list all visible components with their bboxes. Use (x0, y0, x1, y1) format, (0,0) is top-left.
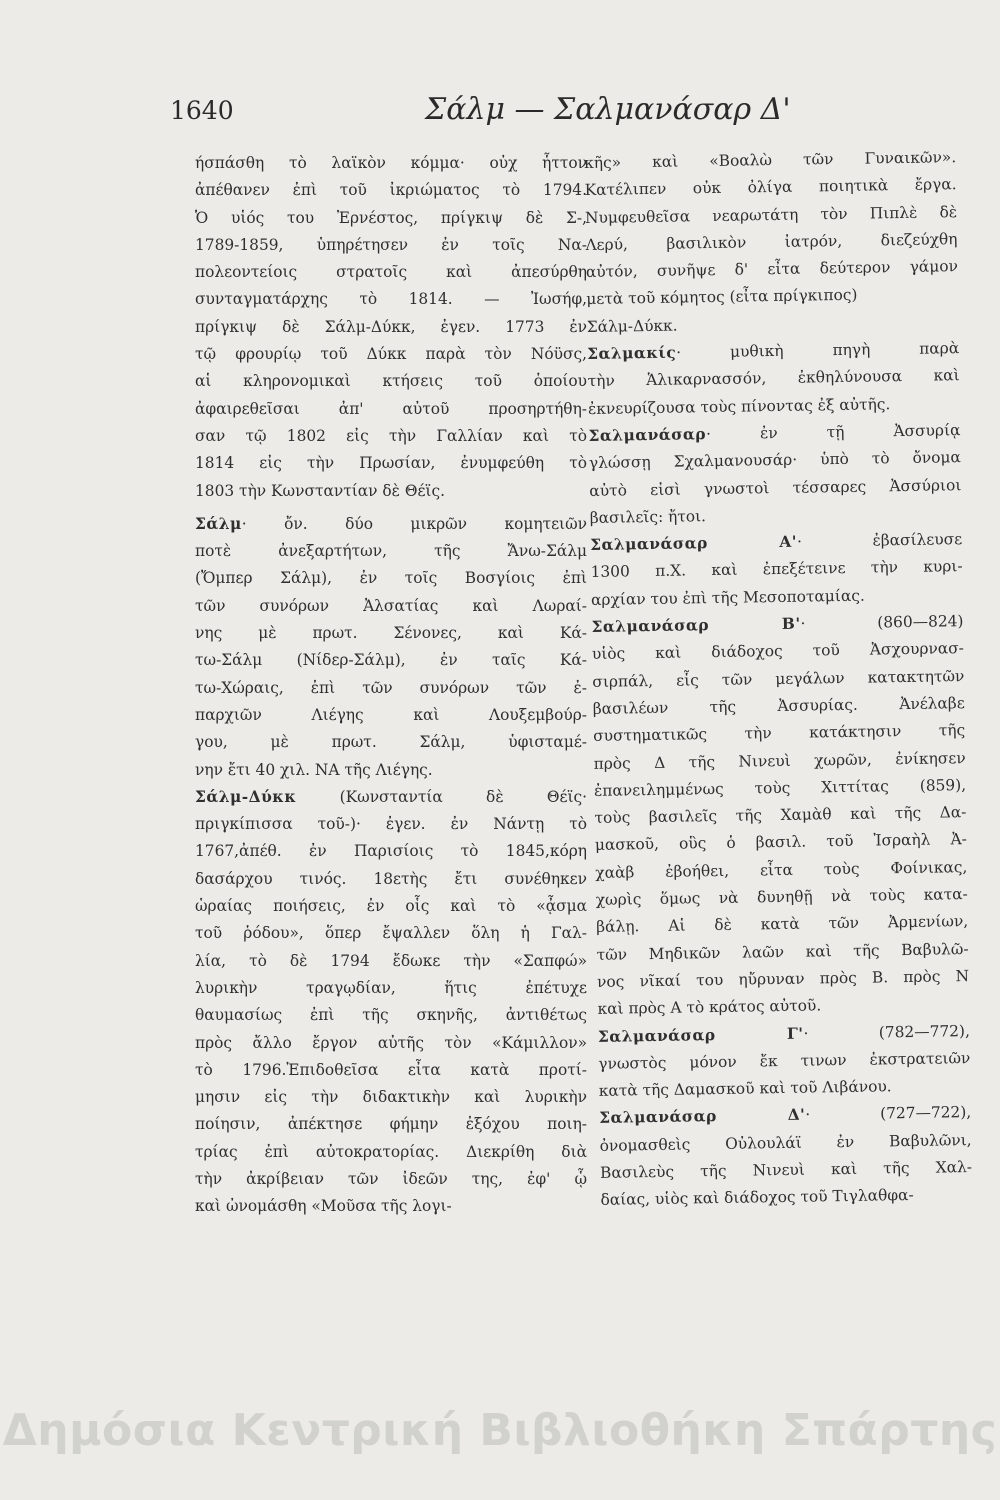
text-line: βάλῃ. Αἱ δὲ κατὰ τῶν Ἀρμενίων, (596, 912, 969, 937)
text-line: συστηματικῶς τὴν κατάκτησιν τῆς (593, 721, 966, 746)
text-line: νος νῖκαί του ηὔρυναν πρὸς Β. πρὸς Ν (596, 966, 970, 991)
text-line: χωρὶς ὅμως νὰ δυνηθῇ νὰ τοὺς κατα- (595, 885, 968, 909)
text-line: ἐκνευρίζουσα τοὺς πίνοντας ἐξ αὐτῆς. (587, 394, 891, 418)
text-line: τω-Σάλμ (Νίδερ-Σάλμ), ἐν ταῖς Κά- (195, 651, 587, 670)
text-line: σιρπάλ, εἷς τῶν μεγάλων κατακτητῶν (592, 666, 965, 691)
text-line: Νυμφευθεῖσα νεαρωτάτη τὸν Πιπλὲ δὲ (584, 202, 958, 227)
entry-headword: Σαλμανάσαρ Α' (590, 532, 798, 555)
text-line: ἐπανειλημμένως τοὺς Χιττίτας (859), (593, 775, 967, 800)
text-line: καὶ πρὸς Α τὸ κράτος αὐτοῦ. (597, 996, 822, 1019)
text-line: τὴν ἀκρίβειαν τῶν ἰδεῶν της, ἐφ' ᾧ (195, 1169, 587, 1188)
text-line: 1789-1859, ὑπηρέτησεν ἐν τοῖς Να- (195, 235, 587, 254)
text-line: συνταγματάρχης τὸ 1814. — Ἰωσήφ, (195, 290, 587, 309)
text-line: γλώσσῃ Σχαλμανουσάρ· ὑπὸ τὸ ὄνομα (588, 448, 962, 473)
text-line: τοῦ ῥόδου», ὅπερ ἔψαλλεν ὅλη ἡ Γαλ- (195, 924, 587, 943)
text-line: τὸ 1796.Ἐπιδοθεῖσα εἶτα κατὰ προτί- (195, 1060, 587, 1079)
text-line: λυρικὴν τραγῳδίαν, ἥτις ἐπέτυχε (195, 978, 587, 997)
text-line: ποίησιν, ἀπέκτησε φήμην ἐξόχου ποιη- (195, 1115, 587, 1134)
entry-headword: Σαλμανάσαρ Γ' (597, 1024, 804, 1046)
text-line: ὀνομασθεὶς Οὐλουλάϊ ἐν Βαβυλῶνι, (599, 1130, 972, 1155)
text-line: πρίγκιψ δὲ Σάλμ-Δύκκ, ἐγεν. 1773 ἐν (195, 317, 587, 336)
text-line: δασάρχου τινός. 18ετὴς ἔτι συνέθηκεν (195, 869, 587, 888)
text-line: Σαλμανάσαρ Γ'· (782—772), (597, 1021, 971, 1046)
text-line: 1300 π.Χ. καὶ ἐπεξέτεινε τὴν κυρι- (590, 557, 963, 582)
text-line: Σαλμανάσαρ Δ'· (727—722), (599, 1103, 972, 1128)
text-line: ἀφαιρεθεῖσαι ἀπ' αὐτοῦ προσηρτήθη- (195, 399, 587, 418)
text-line: ποτὲ ἀνεξαρτήτων, τῆς Ἄνω-Σάλμ (195, 542, 587, 561)
text-line: Ὁ υἱός του Ἐρνέστος, πρίγκιψ δὲ Σ-, (195, 208, 587, 227)
entry-headword: Σαλμανάσαρ (588, 425, 707, 445)
right-column (584, 144, 973, 1214)
text-line: αὐτόν, συνῆψε δ' εἶτα δεύτερον γάμον (585, 257, 959, 282)
text-line: γνωστὸς μόνον ἔκ τινων ἐκστρατειῶν (598, 1048, 971, 1073)
text-line: δαίας, υἱὸς καὶ διάδοχος τοῦ Τιγλαθφα- (600, 1186, 914, 1210)
text-line: 1767,ἀπέθ. ἐν Παρισίοις τὸ 1845,κόρη (195, 842, 587, 861)
text-line: γου, μὲ πρωτ. Σάλμ, ὑφισταμέ- (195, 733, 587, 752)
text-line: πριγκίπισσα τοῦ-)· ἐγεν. ἐν Νάντῃ τὸ (195, 815, 587, 834)
text-line: πολεοντείοις στρατοῖς καὶ ἀπεσύρθη (195, 263, 587, 282)
text-line: τῶν Μηδικῶν λαῶν καὶ τῆς Βαβυλῶ- (596, 939, 969, 964)
text-line: τω-Χώραις, ἐπὶ τῶν συνόρων τῶν ἐ- (195, 678, 587, 697)
text-line: (Ὄμπερ Σάλμ), ἐν τοῖς Βοσγίοις ἐπὶ (195, 569, 587, 588)
text-line: μασκοῦ, οὓς ὁ βασιλ. τοῦ Ἰσραὴλ Ἀ- (594, 830, 968, 855)
text-line: αὐτὸ εἰσὶ γνωστοὶ τέσσαρες Ἀσσύριοι (589, 475, 962, 500)
entry-headword: Σαλμανάσαρ Β' (591, 614, 801, 636)
text-line: τοὺς βασιλεῖς τῆς Χαμὰθ καὶ τῆς Δα- (594, 803, 967, 828)
library-watermark: Δημόσια Κεντρική Βιβλιοθήκη Σπάρτης (2, 1405, 998, 1456)
text-line: κῆς» καὶ «Βοαλὼ τῶν Γυναικῶν». (584, 148, 957, 172)
text-line: χαὰβ ἐβοήθει, εἶτα τοὺς Φοίνικας, (595, 857, 968, 882)
text-line: Βασιλεὺς τῆς Νινευὶ καὶ τῆς Χαλ- (599, 1158, 973, 1182)
running-head: Σάλμ — Σαλμανάσαρ Δ' (425, 92, 791, 127)
text-line: Σαλμανάσαρ· ἐν τῇ Ἀσσυρίᾳ (588, 421, 961, 445)
text-line: βασιλεῖς: ἤτοι. (589, 506, 707, 527)
left-column (195, 150, 587, 1221)
entry-headword: Σαλμακίς (587, 343, 677, 364)
text-line: σαν τῷ 1802 εἰς τὴν Γαλλίαν καὶ τὸ (195, 426, 587, 445)
text-line: ὡραίας ποιήσεις, ἐν οἷς καὶ τὸ «ᾆσμα (195, 897, 587, 916)
text-line: Σαλμανάσαρ Α'· ἐβασίλευσε (590, 530, 963, 555)
text-line: πρὸς Δ τῆς Νινευὶ χωρῶν, ἐνίκησεν (593, 748, 966, 773)
text-line: αἱ κληρονομικαὶ κτήσεις τοῦ ὁποίου (195, 372, 587, 391)
text-line: Σάλμ-Δύκκ (Κωνσταντία δὲ Θέϊς· (195, 787, 587, 806)
text-line: Σαλμακίς· μυθικὴ πηγὴ παρὰ (587, 339, 960, 364)
text-line: τῶν συνόρων Ἀλσατίας καὶ Λωραί- (195, 596, 587, 615)
text-line: μησιν εἰς τὴν διδακτικὴν καὶ λυρικὴν (195, 1088, 587, 1107)
text-line: 1814 εἰς τὴν Πρωσίαν, ἐνυμφεύθη τὸ (195, 454, 587, 473)
entry-headword: Σαλμανάσαρ Δ' (599, 1106, 806, 1128)
text-line: βασιλέων τῆς Ἀσσυρίας. Ἀνέλαβε (592, 694, 965, 718)
text-line: τὴν Ἁλικαρνασσόν, ἐκθηλύνουσα καὶ (587, 366, 960, 391)
text-line: ἀπέθανεν ἐπὶ τοῦ ἰκριώματος τὸ 1794. (195, 181, 587, 200)
text-line: 1803 τὴν Κωνσταντίαν δὲ Θέϊς. (195, 481, 445, 500)
page-number: 1640 (170, 96, 234, 125)
text-line: Λερύ, βασιλικὸν ἰατρόν, διεζεύχθη (585, 230, 958, 254)
text-line: ήσπάσθη τὸ λαϊκὸν κόμμα· οὐχ ἧττον (195, 154, 587, 172)
text-line: νην ἔτι 40 χιλ. ΝΑ τῆς Λιέγης. (195, 760, 433, 779)
text-line: Κατέλιπεν οὐκ ὀλίγα ποιητικὰ ἔργα. (584, 175, 957, 200)
text-line: υἱὸς καὶ διάδοχος τοῦ Ἀσχουρνασ- (591, 639, 965, 664)
text-line: τῷ φρουρίῳ τοῦ Δύκκ παρὰ τὸν Νόϋσς, (195, 345, 587, 364)
text-line: νης μὲ πρωτ. Σένονες, καὶ Κά- (195, 624, 587, 643)
text-line: πρὸς ἄλλο ἔργον αὐτῆς τὸν «Κάμιλλον» (195, 1033, 587, 1052)
text-line: κατὰ τῆς Δαμασκοῦ καὶ τοῦ Λιβάνου. (598, 1077, 892, 1100)
text-line: τρίας ἐπὶ αὐτοκρατορίας. Διεκρίθη διὰ (195, 1142, 587, 1161)
text-line: Σαλμανάσαρ Β'· (860—824) (591, 612, 964, 636)
entry-headword: Σάλμ (195, 514, 242, 533)
text-line: παρχιῶν Λιέγης καὶ Λουξεμβούρ- (195, 705, 587, 724)
text-line: αρχίαν του ἐπὶ τῆς Μεσοποταμίας. (590, 586, 865, 609)
text-line: μετὰ τοῦ κόμητος (εἶτα πρίγκιπος) (586, 286, 858, 309)
text-line: Σάλμ-Δύκκ. (586, 316, 678, 336)
text-line: θαυμασίως ἐπὶ τῆς σκηνῆς, ἀντιθέτως (195, 1006, 587, 1025)
text-line: Σάλμ· ὄν. δύο μικρῶν κομητειῶν (195, 514, 587, 533)
text-line: καὶ ὠνομάσθη «Μοῦσα τῆς λογι- (195, 1197, 452, 1216)
entry-headword: Σάλμ-Δύκκ (195, 787, 297, 806)
text-line: λία, τὸ δὲ 1794 ἔδωκε τὴν «Σαπφώ» (195, 951, 587, 970)
